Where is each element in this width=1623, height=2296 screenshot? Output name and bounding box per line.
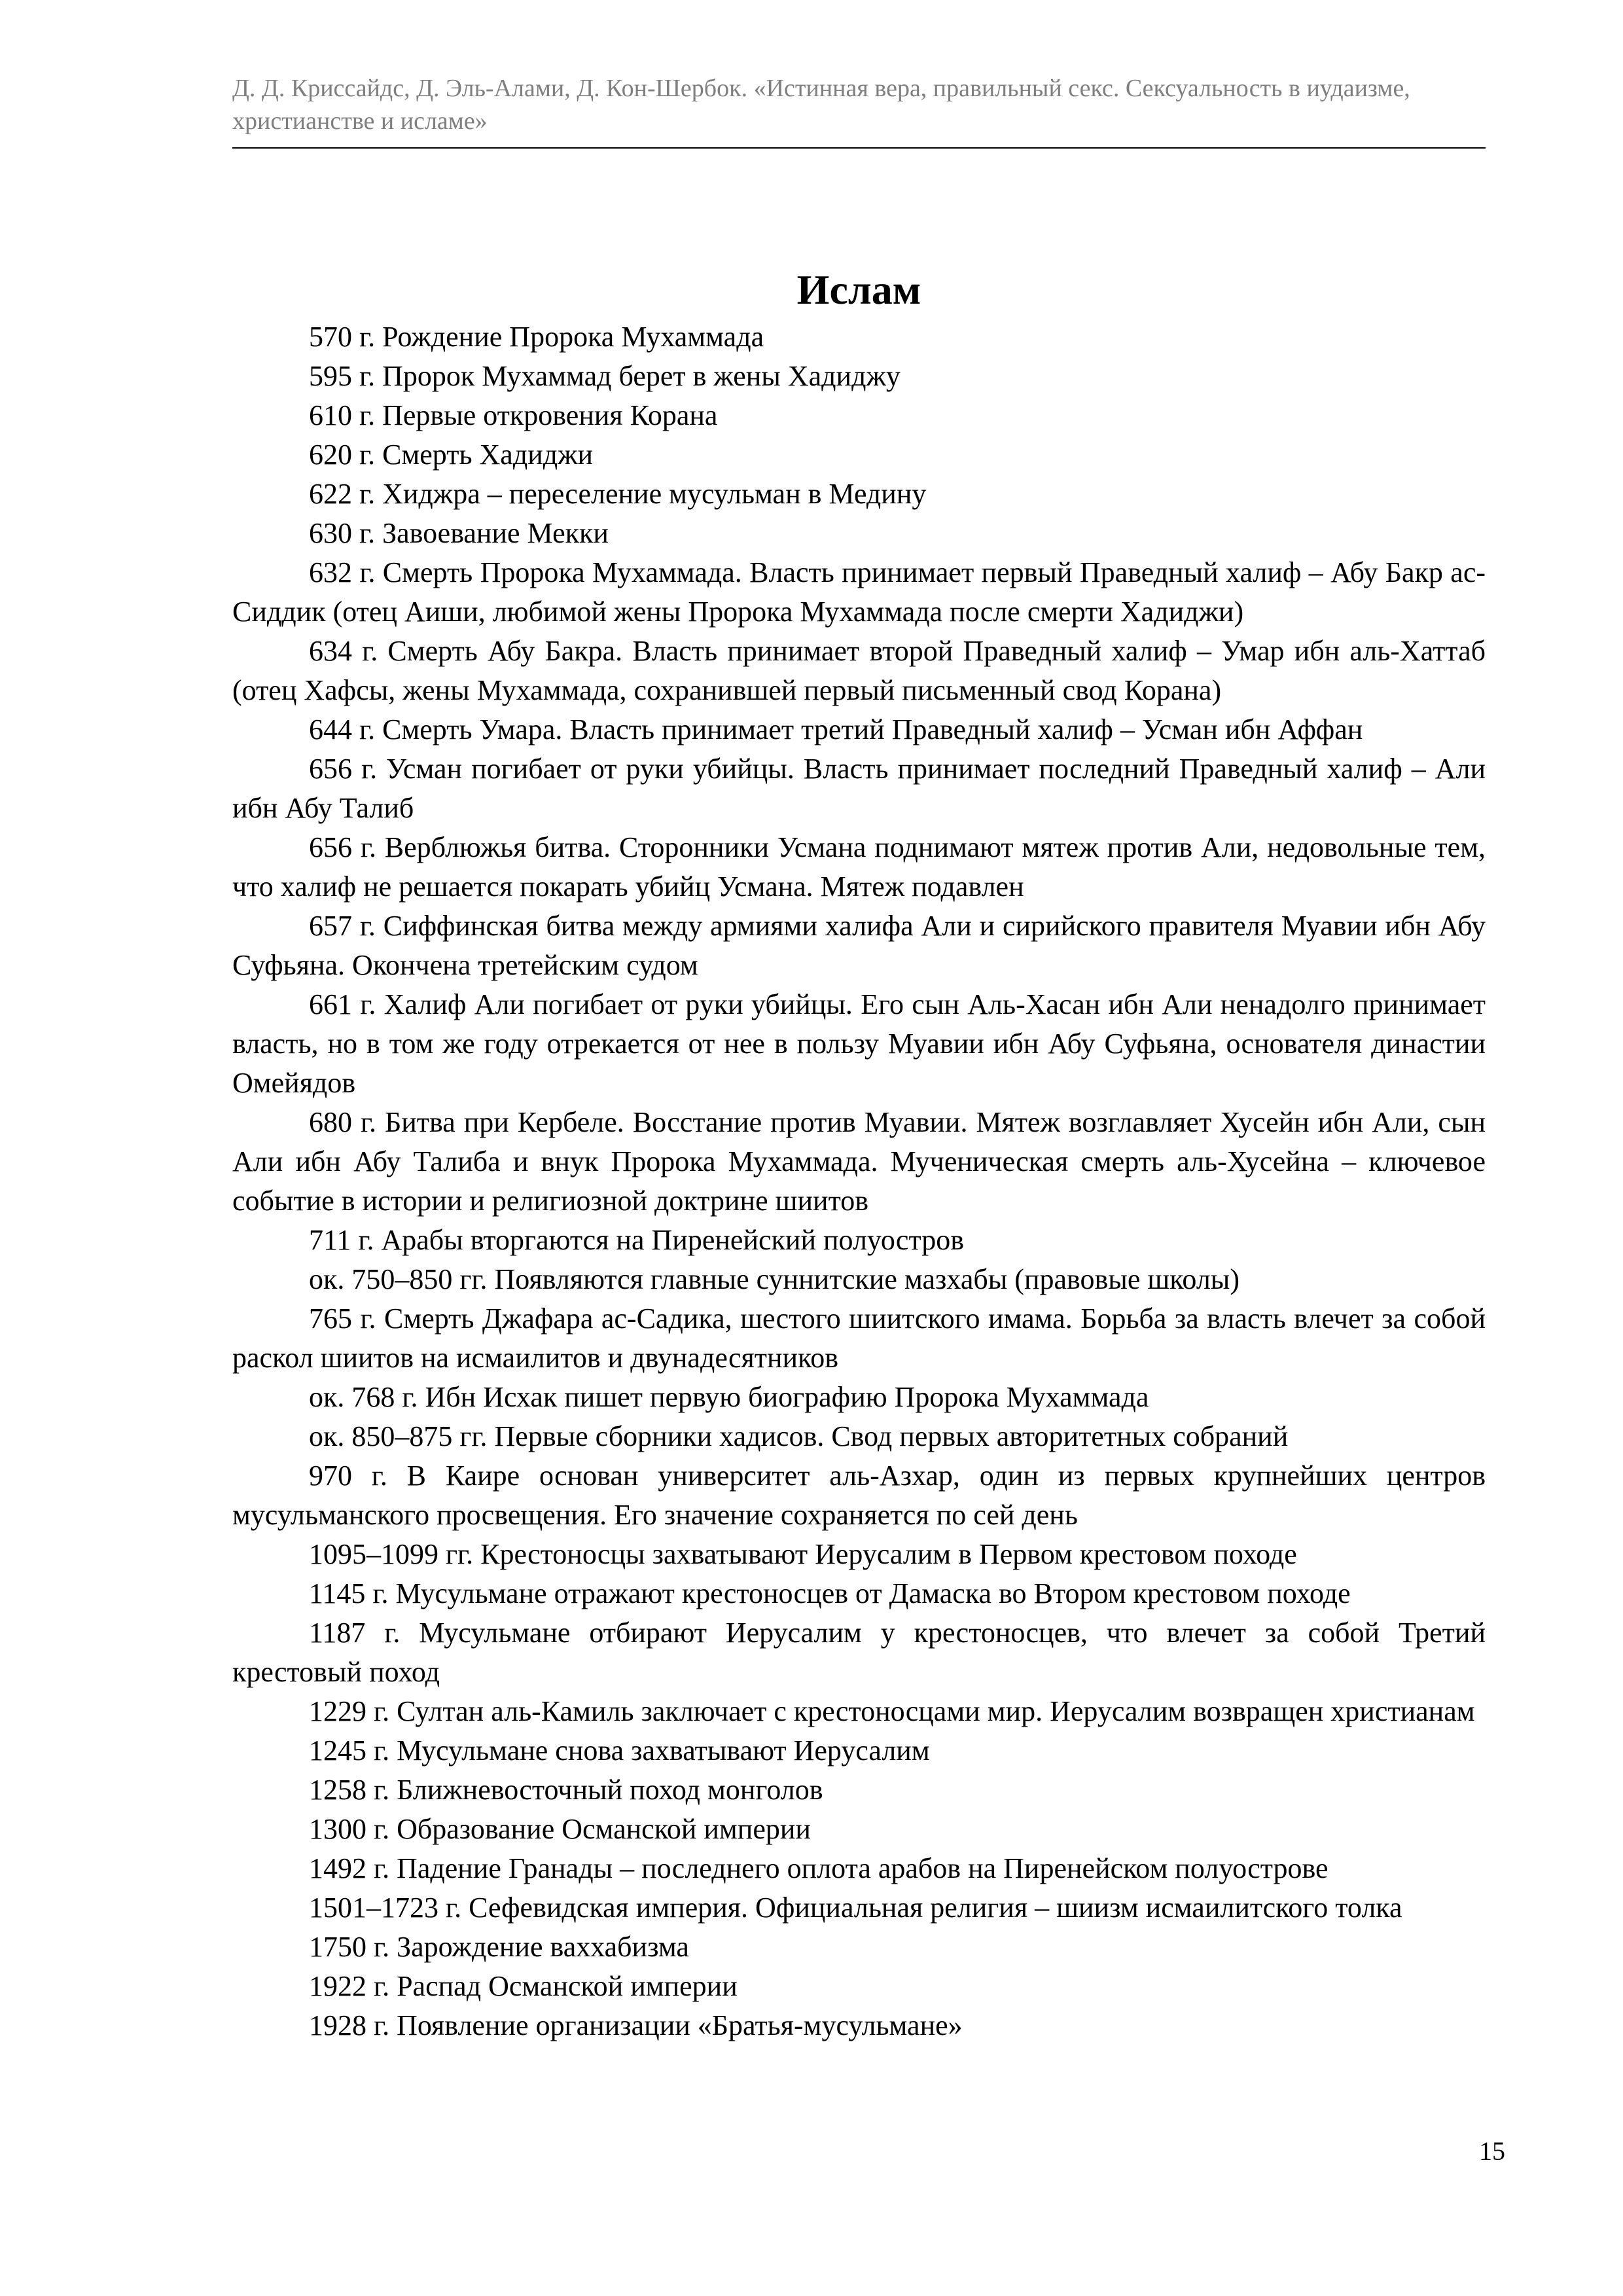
chronology-entry: 1492 г. Падение Гранады – последнего оплота арабов на Пиренейском полуострове xyxy=(309,1852,1329,1884)
chronology-entry: 1258 г. Ближневосточный поход монголов xyxy=(309,1774,823,1806)
chronology-entry: 610 г. Первые откровения Корана xyxy=(309,399,718,431)
chronology-entry: 620 г. Смерть Хадиджи xyxy=(309,439,594,471)
running-head: Д. Д. Криссайдс, Д. Эль-Алами, Д. Кон-Шербок. «Истинная вера, правильный секс. Сексуальность в иудаизме, христианстве и исламе» xyxy=(232,75,1410,135)
page-number: 15 xyxy=(1479,2136,1505,2166)
chronology-entry: 595 г. Пророк Мухаммад берет в жены Хадиджу xyxy=(309,360,901,392)
chapter-title: Ислам xyxy=(796,266,921,313)
chronology-entry: 1095–1099 гг. Крестоносцы захватывают Иерусалим в Первом крестовом походе xyxy=(309,1538,1297,1570)
chronology-entry: 622 г. Хиджра – переселение мусульман в Медину xyxy=(309,478,927,510)
chronology-entry: 1928 г. Появление организации «Братья-мусульмане» xyxy=(309,2009,963,2041)
chronology-entry: 711 г. Арабы вторгаются на Пиренейский полуостров xyxy=(309,1224,964,1256)
chronology-entry: ок. 750–850 гг. Появляются главные суннитские мазхабы (правовые школы) xyxy=(309,1263,1240,1295)
chronology-entry: 632 г. Смерть Пророка Мухаммада. Власть принимает первый Праведный халиф – Абу Бакр ас-Сиддик (отец Аиши, любимой жены Пророка Мухаммада после смерти Хадиджи) xyxy=(232,556,1486,628)
chronology-entry: 970 г. В Каире основан университет аль-Азхар, один из первых крупнейших центров мусульманского просвещения. Его значение сохраняется по сей день xyxy=(232,1460,1486,1531)
chronology-entry: ок. 850–875 гг. Первые сборники хадисов. Свод первых авторитетных собраний xyxy=(309,1420,1289,1452)
chronology-entry: 634 г. Смерть Абу Бакра. Власть принимает второй Праведный халиф – Умар ибн аль-Хаттаб (отец Хафсы, жены Мухаммада, сохранившей первый письменный свод Корана) xyxy=(232,635,1486,706)
chronology-entry: 644 г. Смерть Умара. Власть принимает третий Праведный халиф – Усман ибн Аффан xyxy=(309,713,1363,745)
header-divider xyxy=(232,147,1486,149)
chronology-entry: 657 г. Сиффинская битва между армиями халифа Али и сирийского правителя Муавии ибн Абу Суфьяна. Окончена третейским судом xyxy=(232,910,1486,981)
chronology-entry: 1245 г. Мусульмане снова захватывают Иерусалим xyxy=(309,1734,930,1767)
chronology-entry: 1750 г. Зарождение ваххабизма xyxy=(309,1931,689,1963)
chronology-entry: 1300 г. Образование Османской империи xyxy=(309,1813,811,1845)
chronology-entry: 661 г. Халиф Али погибает от руки убийцы. Его сын Аль-Хасан ибн Али ненадолго принимает власть, но в том же году отрекается от нее в пользу Муавии ибн Абу Суфьяна, основателя династии Омейядов xyxy=(232,988,1486,1099)
chronology-entry: 570 г. Рождение Пророка Мухаммада xyxy=(309,321,764,353)
chronology-entry: 1229 г. Султан аль-Камиль заключает с крестоносцами мир. Иерусалим возвращен христианам xyxy=(309,1695,1475,1727)
chronology-list xyxy=(232,317,1486,2045)
chronology-entry: 656 г. Усман погибает от руки убийцы. Власть принимает последний Праведный халиф – Али ибн Абу Талиб xyxy=(232,753,1486,824)
chronology-entry: ок. 768 г. Ибн Исхак пишет первую биографию Пророка Мухаммада xyxy=(309,1381,1149,1413)
chronology-entry: 656 г. Верблюжья битва. Сторонники Усмана поднимают мятеж против Али, недовольные тем, что халиф не решается покарать убийц Усмана. Мятеж подавлен xyxy=(232,831,1486,903)
chronology-entry: 680 г. Битва при Кербеле. Восстание против Муавии. Мятеж возглавляет Хусейн ибн Али, сын Али ибн Абу Талиба и внук Пророка Мухаммада. Мученическая смерть аль-Хусейна – ключевое событие в истории и религиозной доктрине шиитов xyxy=(232,1106,1486,1217)
chronology-entry: 1145 г. Мусульмане отражают крестоносцев от Дамаска во Втором крестовом походе xyxy=(309,1577,1351,1609)
chronology-entry: 1922 г. Распад Османской империи xyxy=(309,1970,738,2002)
chronology-entry: 765 г. Смерть Джафара ас-Садика, шестого шиитского имама. Борьба за власть влечет за собой раскол шиитов на исмаилитов и двунадесятников xyxy=(232,1302,1486,1374)
chronology-entry: 1187 г. Мусульмане отбирают Иерусалим у крестоносцев, что влечет за собой Третий крестовый поход xyxy=(232,1617,1486,1688)
chronology-entry: 1501–1723 г. Сефевидская империя. Официальная религия – шиизм исмаилитского толка xyxy=(309,1892,1402,1924)
chronology-entry: 630 г. Завоевание Мекки xyxy=(309,517,609,549)
